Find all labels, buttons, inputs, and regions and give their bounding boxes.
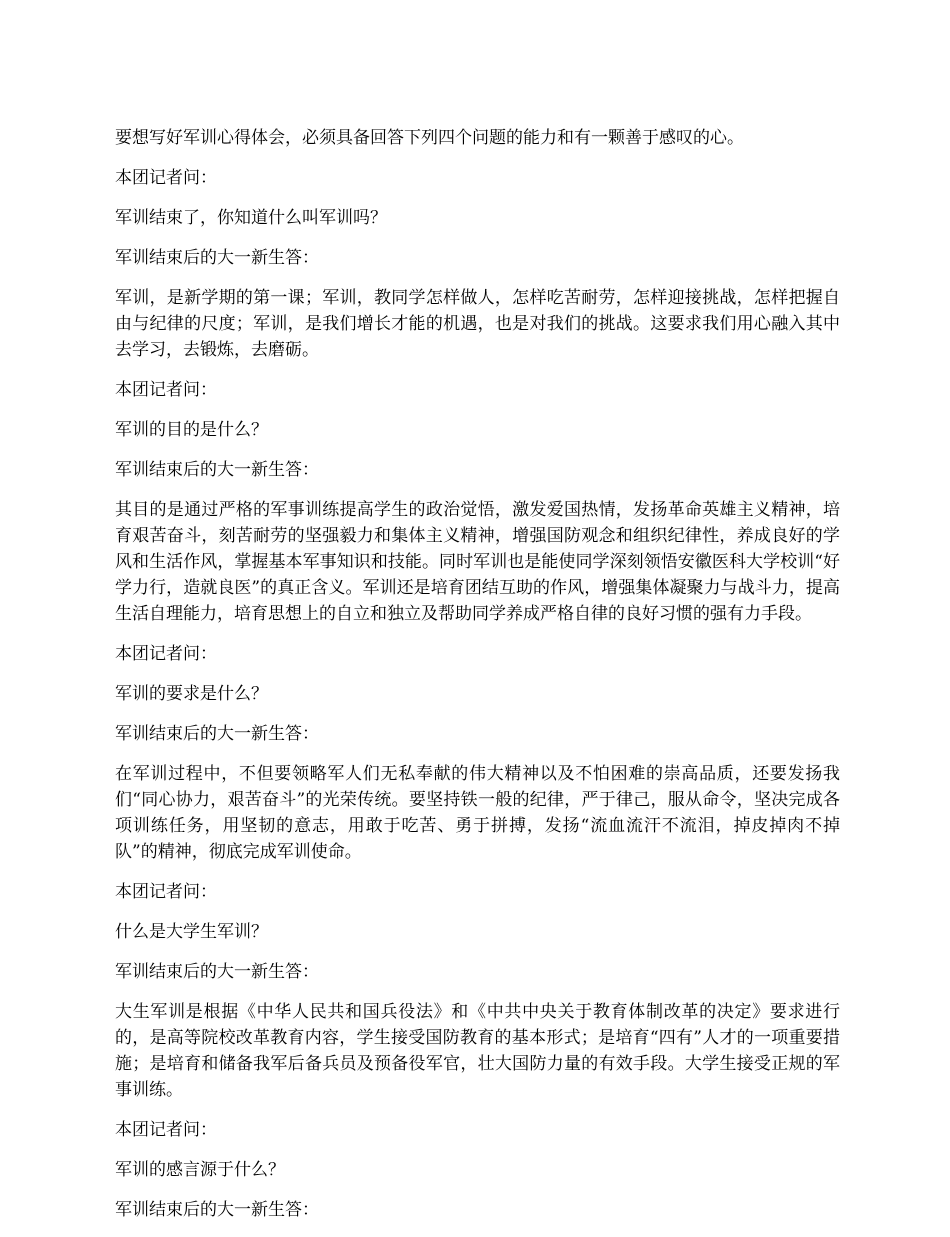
question-paragraph: 军训的要求是什么？ <box>115 684 268 704</box>
reporter-question-label: 本团记者问： <box>115 1120 217 1140</box>
reporter-question-label: 本团记者问： <box>115 168 217 188</box>
student-answer-label: 军训结束后的大一新生答： <box>115 460 319 480</box>
question-paragraph: 军训的感言源于什么？ <box>115 1160 285 1180</box>
answer-paragraph: 军训，是新学期的第一课；军训，教同学怎样做人，怎样吃苦耐劳，怎样迎接挑战，怎样把握自由与纪律的尺度；军训，是我们增长才能的机遇，也是对我们的挑战。这要求我们用心融入其中去学习，去锻炼，去磨砺。 <box>115 288 840 360</box>
answer-paragraph: 在军训过程中，不但要领略军人们无私奉献的伟大精神以及不怕困难的崇高品质，还要发扬我们“同心协力，艰苦奋斗”的光荣传统。要坚持铁一般的纪律，严于律己，服从命令，坚决完成各项训练任务，用坚韧的意志，用敢于吃苦、勇于拼搏，发扬“流血流汗不流泪，掉皮掉肉不掉队”的精神，彻底完成军训使命。 <box>115 764 840 862</box>
question-paragraph: 军训结束了，你知道什么叫军训吗？ <box>115 208 387 228</box>
student-answer-label: 军训结束后的大一新生答： <box>115 248 319 268</box>
question-paragraph: 什么是大学生军训？ <box>115 922 268 942</box>
question-paragraph: 军训的目的是什么？ <box>115 420 268 440</box>
intro-paragraph: 要想写好军训心得体会，必须具备回答下列四个问题的能力和有一颗善于感叹的心。 <box>115 128 744 148</box>
reporter-question-label: 本团记者问： <box>115 882 217 902</box>
reporter-question-label: 本团记者问： <box>115 644 217 664</box>
reporter-question-label: 本团记者问： <box>115 380 217 400</box>
student-answer-label: 军训结束后的大一新生答： <box>115 724 319 744</box>
student-answer-label: 军训结束后的大一新生答： <box>115 1200 319 1220</box>
answer-paragraph: 大生军训是根据《中华人民共和国兵役法》和《中共中央关于教育体制改革的决定》要求进行的，是高等院校改革教育内容，学生接受国防教育的基本形式；是培育“四有”人才的一项重要措施；是培育和储备我军后备兵员及预备役军官，壮大国防力量的有效手段。大学生接受正规的军事训练。 <box>115 1002 840 1100</box>
answer-paragraph: 其目的是通过严格的军事训练提高学生的政治觉悟，激发爱国热情，发扬革命英雄主义精神，培育艰苦奋斗，刻苦耐劳的坚强毅力和集体主义精神，增强国防观念和组织纪律性，养成良好的学风和生活作风，掌握基本军事知识和技能。同时军训也是能使同学深刻领悟安徽医科大学校训“好学力行，造就良医”的真正含义。军训还是培育团结互助的作风，增强集体凝聚力与战斗力，提高生活自理能力，培育思想上的自立和独立及帮助同学养成严格自律的良好习惯的强有力手段。 <box>115 500 840 624</box>
student-answer-label: 军训结束后的大一新生答： <box>115 962 319 982</box>
document-body <box>115 125 840 1237</box>
